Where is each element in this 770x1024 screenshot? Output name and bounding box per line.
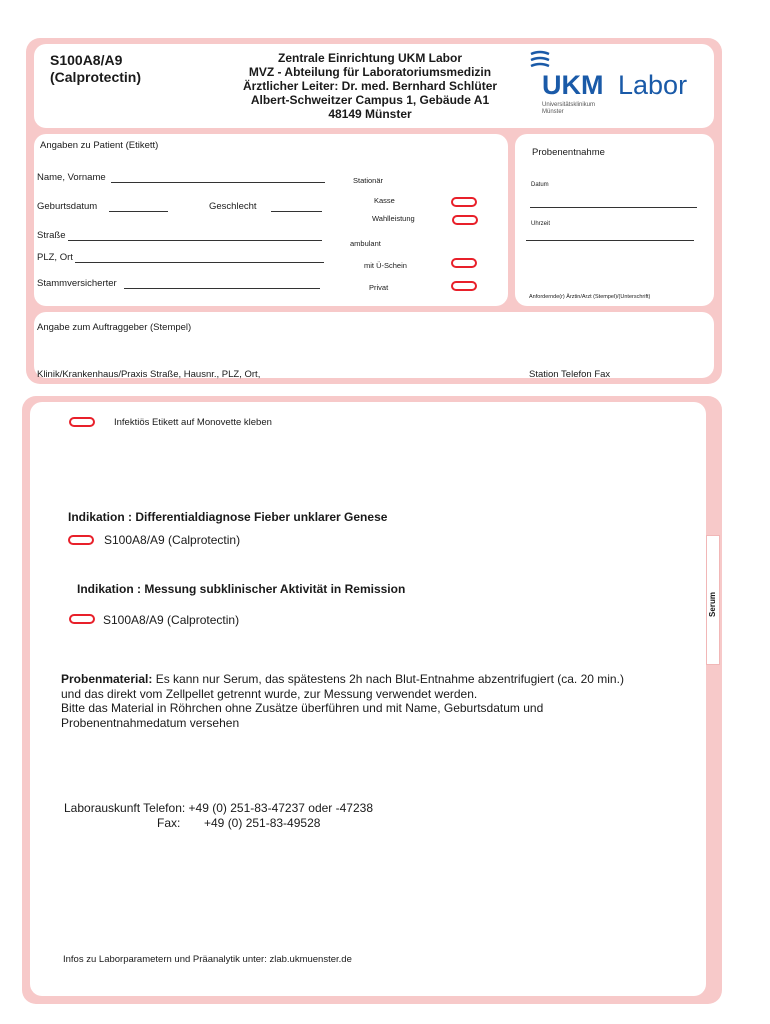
test-2-checkbox[interactable] [69,614,95,624]
signature-label: Anfordernde(r) Ärztin/Arzt (Stempel)/(Unterschrift) [529,294,651,300]
logo-labor-text: Labor [618,70,688,100]
indication-1: Indikation : Differentialdiagnose Fieber unklarer Genese [68,510,388,524]
privat-checkbox[interactable] [451,281,477,291]
client-address: Klinik/Krankenhaus/Praxis Straße, Hausnr., PLZ, Ort, [37,369,261,380]
lab-contact-fax: +49 (0) 251-83-49528 [204,816,321,830]
lab-name: Zentrale Einrichtung UKM Labor [277,51,462,65]
privat-label: Privat [369,283,389,292]
gender-field[interactable] [271,211,322,212]
mit-schein-label: mit Ü-Schein [364,261,407,270]
test-1-label: S100A8/A9 (Calprotectin) [104,533,241,547]
date-field[interactable] [530,207,697,208]
city-label: PLZ, Ort [37,252,73,263]
street-label: Straße [37,230,66,241]
name-label: Name, Vorname [37,172,106,183]
birthdate-label: Geburtsdatum [37,201,98,212]
lab-contact-fax-label: Fax: [157,816,181,830]
test-1-checkbox[interactable] [68,535,94,545]
lab-city: 48149 Münster [328,107,412,121]
material-line-4: Probenentnahmedatum versehen [61,715,240,730]
patient-section-label: Angaben zu Patient (Etikett) [40,140,159,151]
infektioes-label: Infektiös Etikett auf Monovette kleben [114,417,272,428]
material-line-1: Es kann nur Serum, das spätestens 2h nach Blut-Entnahme abzentrifugiert (ca. 20 min.) [152,672,624,686]
sampling-title: Probenentnahme [532,147,605,158]
wahlleistung-label: Wahlleistung [372,214,415,223]
mit-schein-checkbox[interactable] [451,258,477,268]
logo-ukm-text: UKM [542,70,604,100]
footer-info: Infos zu Laborparametern und Präanalytik unter: zlab.ukmuenster.de [63,954,352,965]
client-contact: Station Telefon Fax [529,369,611,380]
indication-2: Indikation : Messung subklinischer Aktivität in Remission [77,582,406,596]
serum-tab-label: Serum [707,592,717,617]
client-label: Angabe zum Auftraggeber (Stempel) [37,322,192,333]
date-label: Datum [531,182,549,188]
logo-subtitle: Universitätsklinikum Münster [542,102,596,115]
infektioes-checkbox[interactable] [69,417,95,427]
gender-label: Geschlecht [209,201,257,212]
name-field[interactable] [111,182,325,183]
material-label: Probenmaterial: [61,672,153,686]
city-field[interactable] [75,262,324,263]
lab-street: Albert-Schweitzer Campus 1, Gebäude A1 [250,93,490,107]
material-line-3: Bitte das Material in Röhrchen ohne Zusätze überführen und mit Name, Geburtsdatum und [61,701,544,715]
kasse-checkbox[interactable] [451,197,477,207]
ukm-logo [528,48,700,120]
time-label: Uhrzeit [531,221,551,227]
insured-label: Stammversicherter [37,278,117,289]
ukm-waves-icon [530,50,550,72]
material-text [61,672,624,730]
street-field[interactable] [68,240,322,241]
material-line-2: und das direkt vom Zellpellet getrennt wurde, zur Messung verwendet werden. [61,686,478,701]
lab-department: MVZ - Abteilung für Laboratoriumsmedizin [248,65,492,79]
sampling-card [515,134,714,306]
stationaer-label: Stationär [353,176,384,185]
birthdate-field[interactable] [109,211,168,212]
lab-contact-phone: Laborauskunft Telefon: +49 (0) 251-83-47237 oder -47238 [64,801,374,815]
ambulant-label: ambulant [350,239,381,248]
lab-address [212,51,528,121]
insured-field[interactable] [124,288,320,289]
form-title: S100A8/A9 [50,52,123,68]
wahlleistung-checkbox[interactable] [452,215,478,225]
kasse-label: Kasse [374,196,395,205]
time-field[interactable] [526,240,694,241]
test-2-label: S100A8/A9 (Calprotectin) [103,613,240,627]
lab-director: Ärztlicher Leiter: Dr. med. Bernhard Schlüter [242,79,498,93]
form-subtitle: (Calprotectin) [50,69,141,85]
